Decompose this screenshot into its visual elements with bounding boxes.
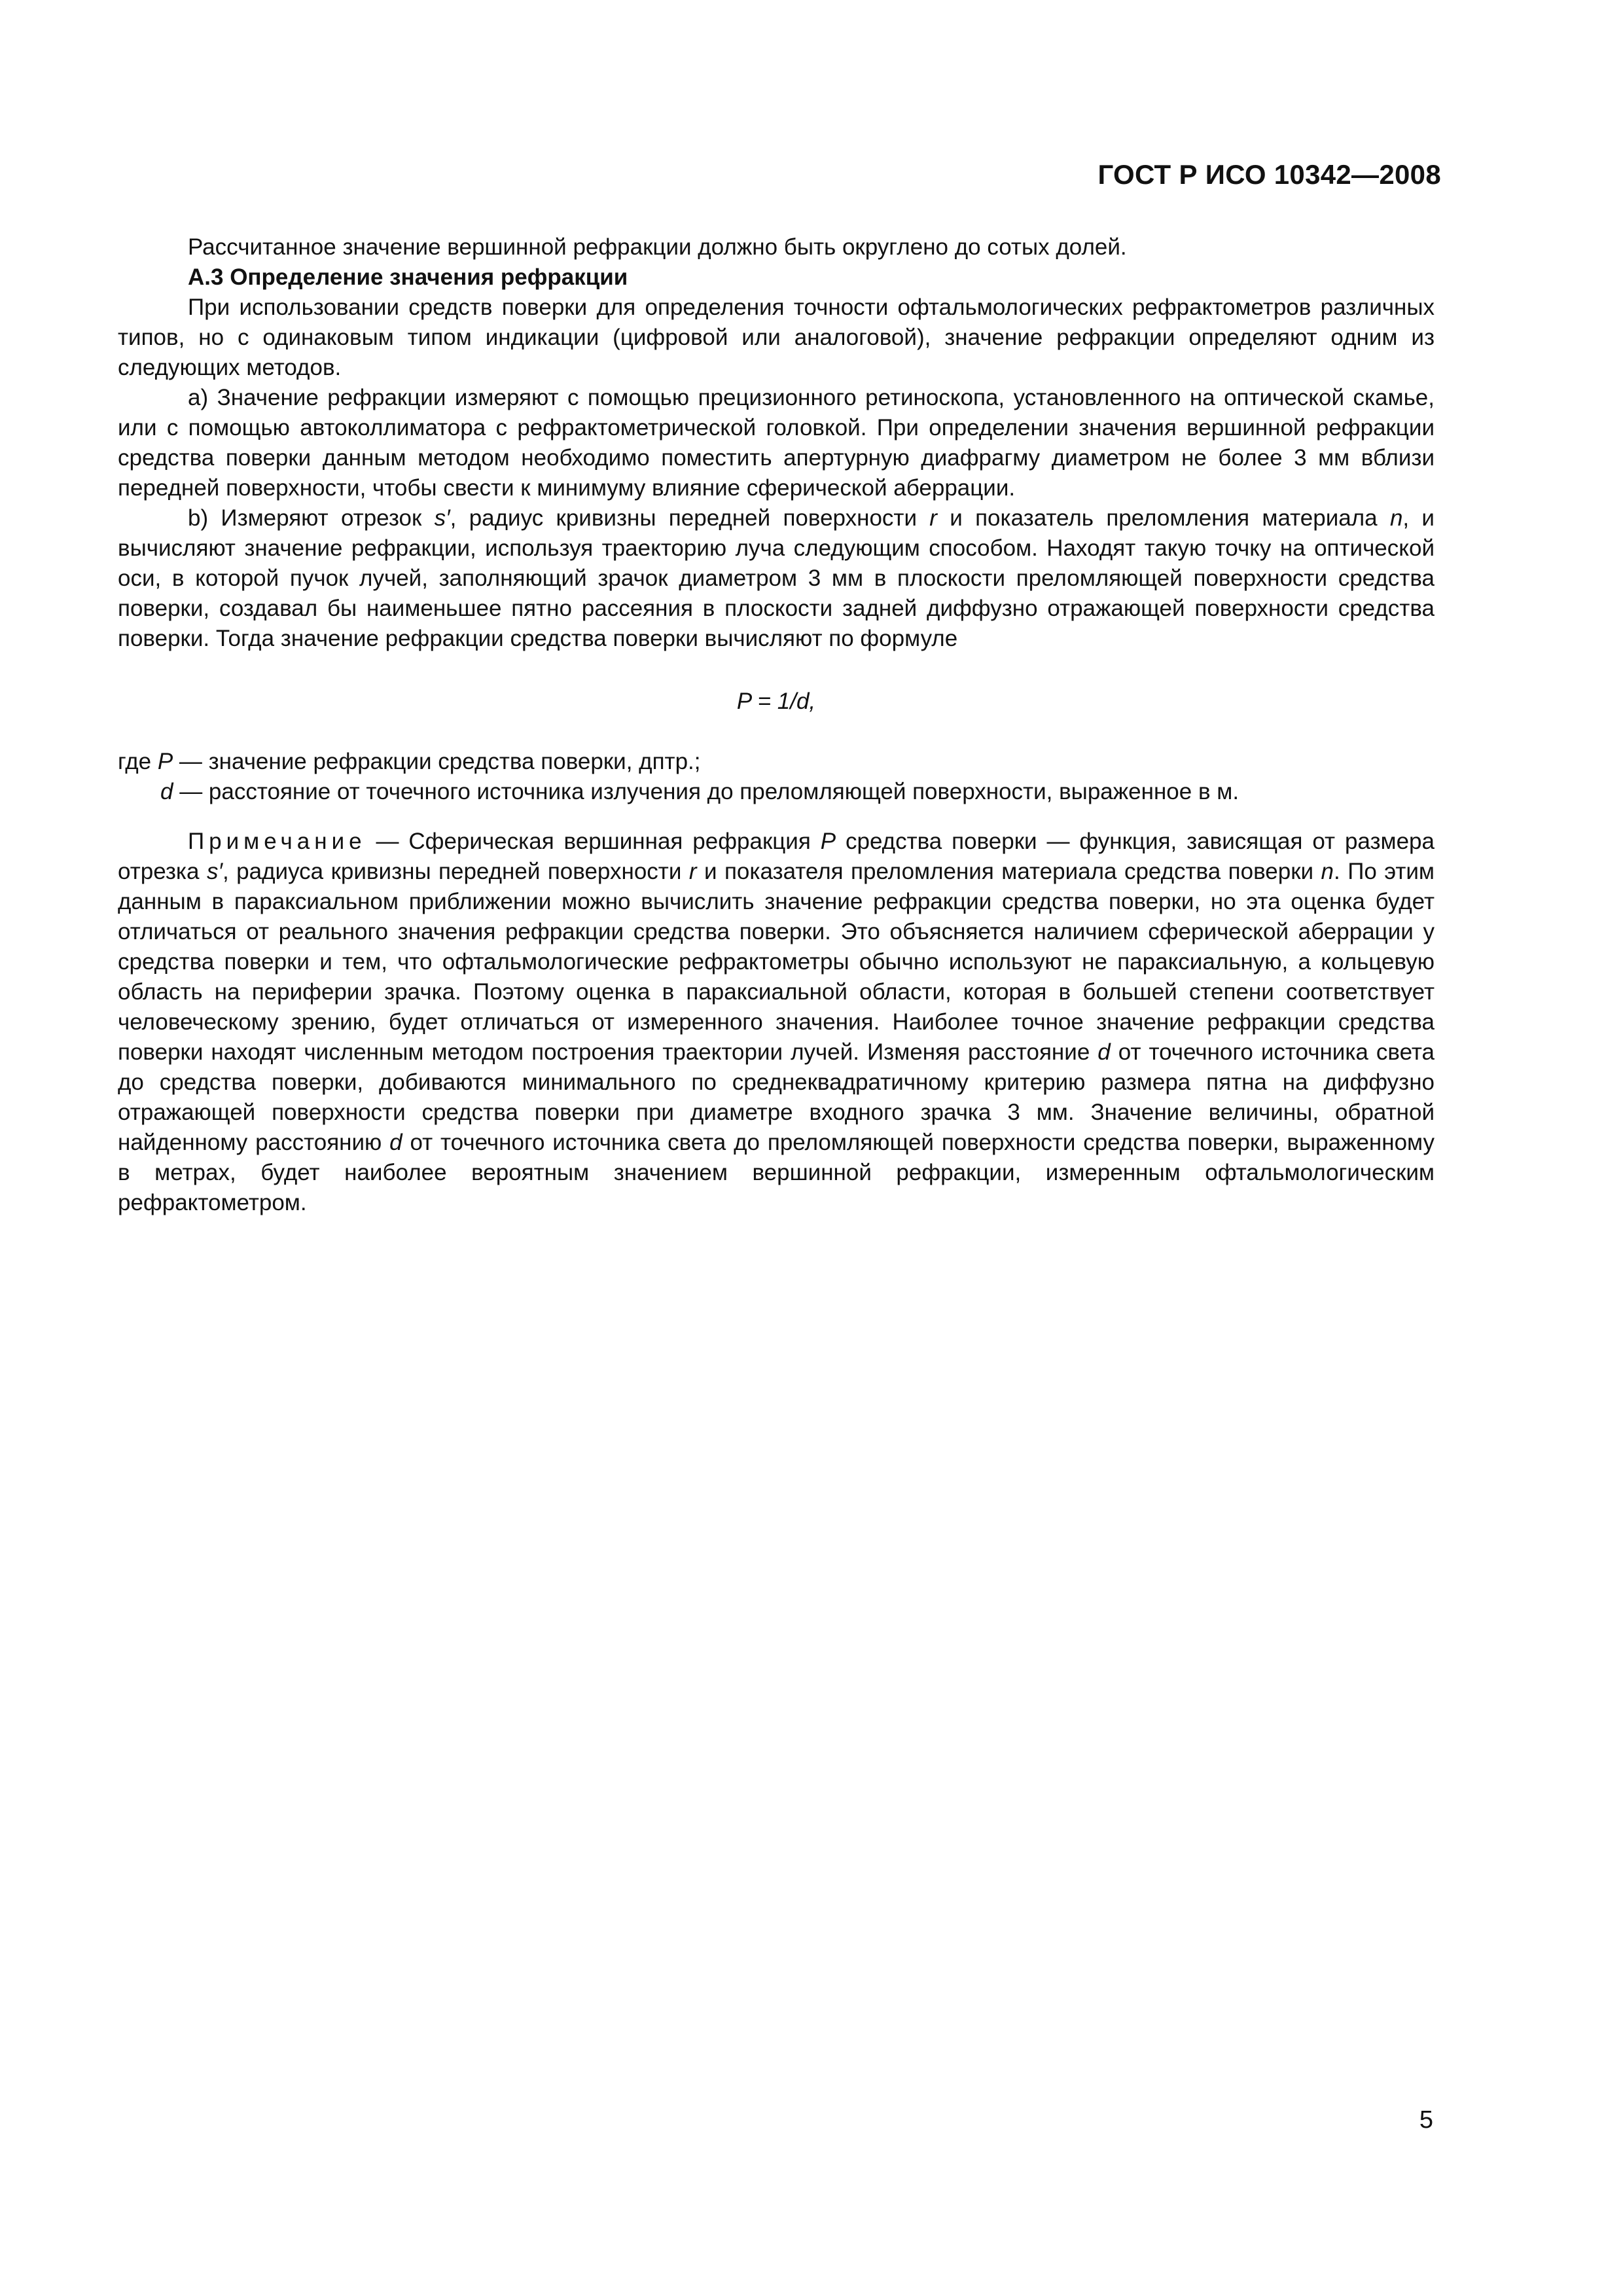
- variable-s: s′: [206, 859, 223, 884]
- text-segment: средства поверки — функция, зависящая от размера отрезка: [118, 829, 1435, 884]
- legend-text: — значение рефракции средства поверки, дптр.;: [173, 749, 701, 774]
- variable-d: d: [160, 779, 173, 804]
- note-label: Примечание: [188, 829, 366, 854]
- text-segment: b) Измеряют отрезок: [188, 505, 435, 531]
- text-segment: , радиус кривизны передней поверхности: [450, 505, 930, 531]
- text-segment: от точечного источника света до преломляющей поверхности средства поверки, выраженному в метрах, будет наиболее вероятным значением вершинной рефракции, измеренным офтальмологическим рефрактометром.: [118, 1130, 1435, 1215]
- variable-p: P: [157, 749, 173, 774]
- paragraph-rounding: Рассчитанное значение вершинной рефракции должно быть округлено до сотых долей.: [188, 234, 1127, 260]
- variable-r: r: [929, 505, 937, 531]
- legend-item-p: [118, 747, 1435, 777]
- standard-header: ГОСТ Р ИСО 10342—2008: [1097, 159, 1441, 190]
- legend-prefix: где: [118, 749, 158, 774]
- text-segment: от точечного источника света до средства поверки, добиваются минимального по среднеквадратичному критерию размера пятна на диффузно отражающей поверхности средства поверки при диаметре входного зрачка 3 мм. Значение величины, обратной найденному расстоянию: [118, 1039, 1435, 1155]
- document-body: [118, 232, 1435, 1218]
- variable-r: r: [688, 859, 697, 884]
- paragraph-method-b: [118, 503, 1435, 654]
- variable-p: P: [820, 829, 836, 854]
- text-segment: и показатель преломления материала: [936, 505, 1390, 531]
- section-heading-a3: А.3 Определение значения рефракции: [188, 264, 628, 290]
- paragraph-method-a: а) Значение рефракции измеряют с помощью прецизионного ретиноскопа, установленного на оптической скамье, или с помощью автоколлиматора с рефрактометрической головкой. При определении значения вершинной рефракции средства поверки данным методом необходимо поместить апертурную диафрагму диаметром не более 3 мм вблизи передней поверхности, чтобы свести к минимуму влияние сферической аберрации.: [118, 385, 1435, 501]
- text-segment: . По этим данным в параксиальном приближении можно вычислить значение рефракции средства поверки, но эта оценка будет отличаться от реального значения рефракции средства поверки. Это объясняется наличием сферической аберрации у средства поверки и тем, что офтальмологические рефрактометры обычно используют не параксиальную, а кольцевую область на периферии зрачка. Поэтому оценка в параксиальной области, которая в большей степени соответствует человеческому зрению, будет отличаться от измеренного значения. Наиболее точное значение рефракции средства поверки находят численным методом построения траектории лучей. Изменяя расстояние: [118, 859, 1435, 1065]
- variable-n: n: [1321, 859, 1334, 884]
- variable-n: n: [1389, 505, 1403, 531]
- note-paragraph: [118, 827, 1435, 1218]
- text-segment: — Сферическая вершинная рефракция: [366, 829, 821, 854]
- variable-s: s′: [434, 505, 450, 531]
- variable-legend: [118, 747, 1435, 807]
- legend-item-d: [118, 777, 1435, 807]
- paragraph-methods-intro: При использовании средств поверки для определения точности офтальмологических рефрактометров различных типов, но с одинаковым типом индикации (цифровой или аналоговой), значение рефракции определяют одним из следующих методов.: [118, 295, 1435, 380]
- variable-d: d: [389, 1130, 402, 1155]
- text-segment: и показателя преломления материала средства поверки: [696, 859, 1321, 884]
- formula: P = 1/d,: [736, 689, 816, 714]
- legend-text: — расстояние от точечного источника излучения до преломляющей поверхности, выраженное в м.: [173, 779, 1240, 804]
- page-number: 5: [1419, 2106, 1433, 2134]
- text-segment: , и вычисляют значение рефракции, используя траекторию луча следующим способом. Находят такую точку на оптической оси, в которой пучок лучей, заполняющий зрачок диаметром 3 мм в плоскости преломляющей поверхности средства поверки, создавал бы наименьшее пятно рассеяния в плоскости задней диффузно отражающей поверхности средства поверки. Тогда значение рефракции средства поверки вычисляют по формуле: [118, 505, 1435, 651]
- text-segment: , радиуса кривизны передней поверхности: [223, 859, 689, 884]
- variable-d: d: [1097, 1039, 1111, 1065]
